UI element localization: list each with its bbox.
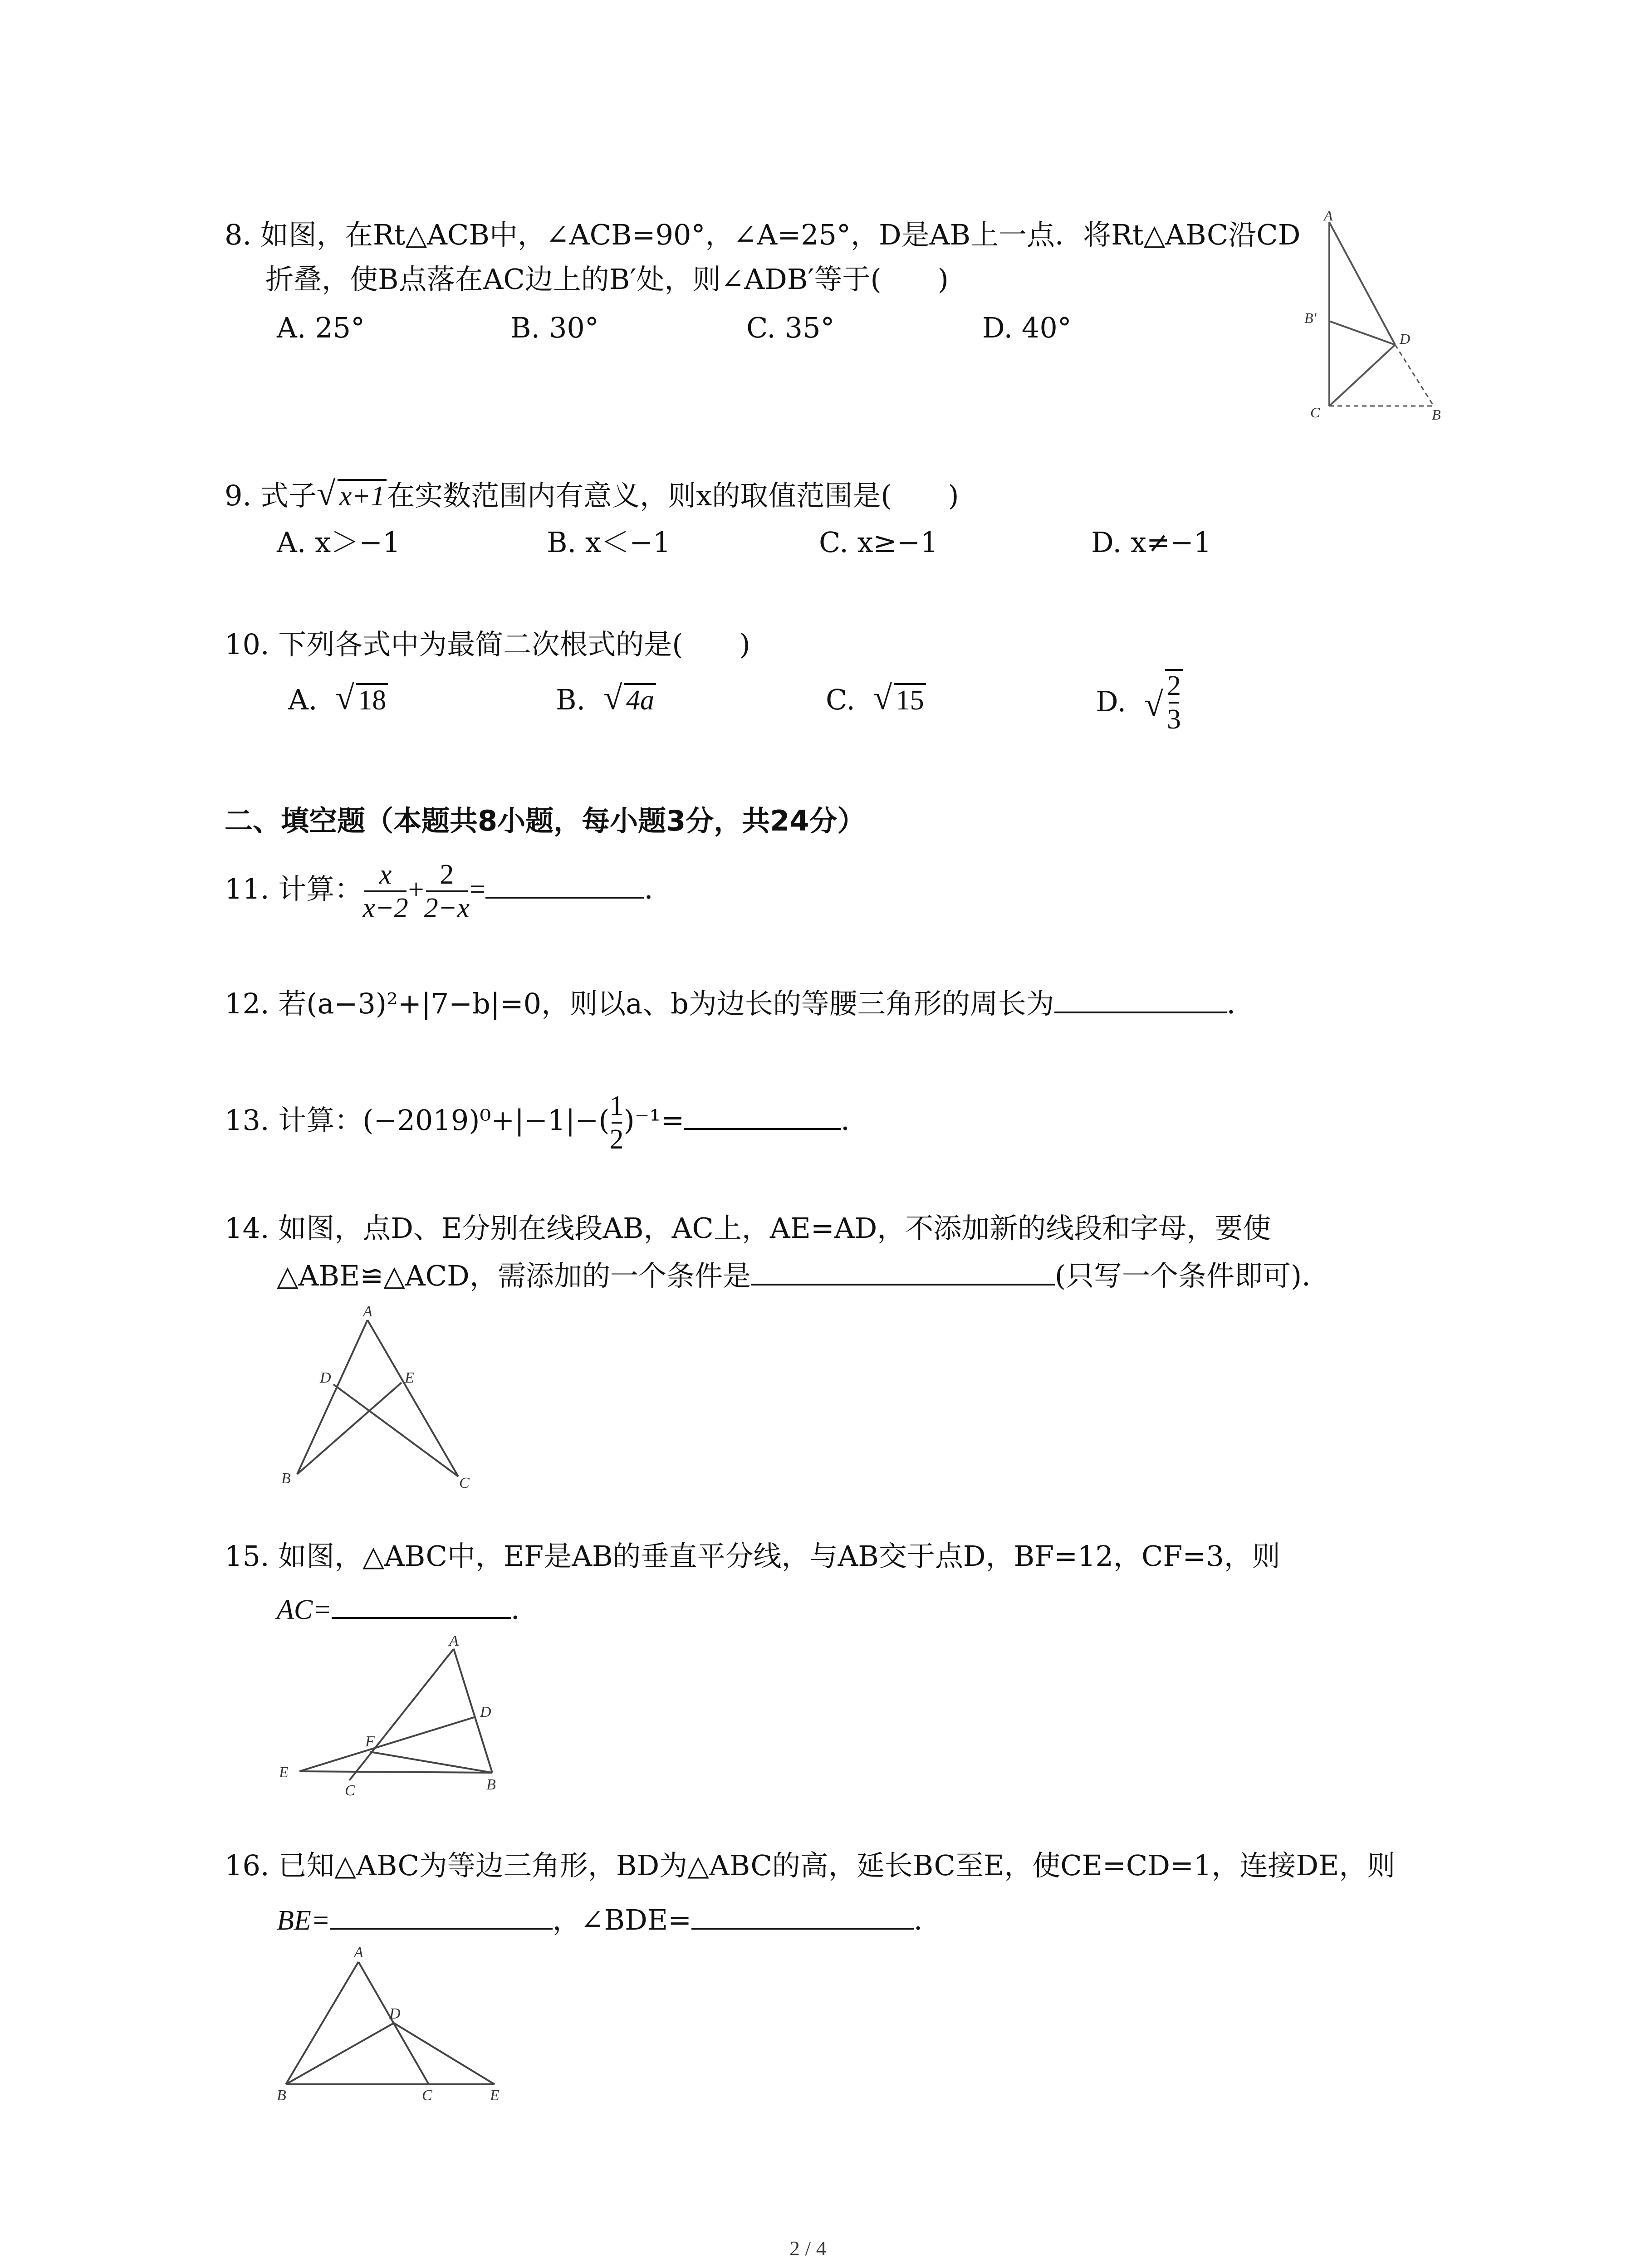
- q15-answer-blank[interactable]: [332, 1590, 511, 1619]
- q9-suffix: 在实数范围内有意义，则x的取值范围是( ): [387, 479, 959, 512]
- q11-equals: =: [470, 874, 485, 905]
- q16-label-c: C: [422, 2087, 432, 2104]
- q8-label-bprime: B′: [1304, 310, 1317, 326]
- q12-text: 12. 若(a−3)²+|7−b|=0，则以a、b为边长的等腰三角形的周长为: [225, 987, 1054, 1020]
- q10-sqrt-a: √ 18: [335, 683, 388, 718]
- q13-suffix: )⁻¹=: [623, 1104, 685, 1137]
- q15-label-c: C: [345, 1782, 355, 1799]
- q11-f1-den: x−2: [362, 893, 408, 924]
- q12-end: ．: [1226, 987, 1255, 1020]
- q15-label-b: B: [486, 1776, 496, 1793]
- q11-end: ．: [644, 872, 672, 906]
- q11-plus: +: [408, 874, 424, 905]
- q15-figure: [272, 1633, 526, 1801]
- q15-label-a: A: [449, 1633, 459, 1649]
- q16-figure: [272, 1939, 526, 2112]
- q9-sqrt: √ x+1: [317, 479, 387, 513]
- q10-letter-c: C.: [826, 683, 855, 716]
- q10-radicand-c: 15: [894, 683, 926, 716]
- q16-label-a: A: [354, 1944, 363, 1961]
- q16-end: ．: [914, 1903, 942, 1936]
- q16-label-d: D: [389, 2005, 401, 2022]
- q9-option-b: B. x＜−1: [547, 526, 671, 559]
- q14-line2-prefix: △ABE≌△ACD，需添加的一个条件是: [277, 1259, 751, 1292]
- q14-line2: [277, 1256, 1330, 1293]
- q15-label-f: F: [365, 1733, 375, 1750]
- q8-line1: 8. 如图，在Rt△ACB中，∠ACB=90°，∠A=25°，D是AB上一点．将Rt△ABC沿CD: [225, 218, 1301, 251]
- q8-option-b: B. 30°: [510, 311, 599, 344]
- q8-label-a: A: [1324, 207, 1333, 224]
- q10-option-a: [288, 679, 388, 718]
- q16-angle-label: ，∠BDE=: [552, 1903, 692, 1936]
- q10-option-b: [556, 679, 656, 718]
- q9-stem: [225, 474, 959, 513]
- q13-prefix: 13. 计算：(−2019)⁰+|−1|−(: [225, 1104, 610, 1137]
- q10-frac-den: 3: [1166, 704, 1181, 735]
- q15-label-d: D: [480, 1704, 491, 1721]
- q11-line: [225, 860, 672, 923]
- q10-sqrt-c: √ 15: [873, 683, 926, 718]
- q15-line1: 15. 如图，△ABC中，EF是AB的垂直平分线，与AB交于点D，BF=12，CF=3，则: [225, 1540, 1280, 1573]
- q11-f1-num: x: [379, 859, 392, 890]
- q15-line2-prefix: AC=: [277, 1594, 332, 1625]
- q13-f-den: 2: [609, 1124, 624, 1155]
- q14-label-a: A: [363, 1303, 372, 1320]
- q14-figure: [272, 1302, 490, 1497]
- q13-line: [225, 1091, 869, 1154]
- q14-line1: 14. 如图，点D、E分别在线段AB，AC上，AE=AD，不添加新的线段和字母，要使: [225, 1212, 1271, 1245]
- q12-line: [225, 984, 1255, 1021]
- q13-fraction: [610, 1091, 624, 1154]
- q13-answer-blank[interactable]: [684, 1101, 841, 1130]
- q8-line2: 折叠，使B点落在AC边上的B′处，则∠ADB′等于( ): [265, 263, 949, 296]
- q16-be-blank[interactable]: [330, 1901, 553, 1930]
- q14-label-b: B: [281, 1470, 291, 1487]
- q16-angle-blank[interactable]: [691, 1901, 914, 1930]
- q15-line2: [277, 1590, 539, 1627]
- page-number: 2 / 4: [789, 2237, 827, 2260]
- q14-line2-suffix: (只写一个条件即可)．: [1054, 1259, 1330, 1292]
- q16-line1: 16. 已知△ABC为等边三角形，BD为△ABC的高，延长BC至E，使CE=CD=1，连接DE，则: [225, 1849, 1396, 1882]
- q9-option-c: C. x≥−1: [819, 526, 938, 559]
- q14-label-c: C: [459, 1475, 470, 1491]
- q11-fraction-1: [362, 860, 408, 923]
- q10-option-c: [826, 679, 926, 718]
- q8-figure: [1298, 204, 1461, 431]
- q14-label-d: D: [320, 1369, 331, 1386]
- q8-option-c: C. 35°: [746, 311, 835, 344]
- q15-end: ．: [511, 1593, 539, 1626]
- q12-answer-blank[interactable]: [1054, 984, 1227, 1013]
- q16-be-label: BE=: [277, 1905, 330, 1936]
- q10-letter-b: B.: [556, 683, 586, 716]
- q10-stem: 10. 下列各式中为最简二次根式的是( ): [225, 628, 750, 661]
- q16-label-b: B: [277, 2087, 286, 2104]
- q9-prefix: 9. 式子: [225, 479, 317, 512]
- q10-radicand-b: 4a: [624, 683, 656, 716]
- q16-line2: [277, 1901, 942, 1938]
- q10-option-d: [1096, 669, 1183, 734]
- q9-option-d: D. x≠−1: [1091, 526, 1212, 559]
- section-heading: 二、填空题（本题共8小题，每小题3分，共24分）: [225, 804, 866, 837]
- q10-sqrt-d: √ $\frac{2}{3}$: [1144, 669, 1183, 734]
- q8-label-c: C: [1310, 404, 1320, 420]
- q14-answer-blank[interactable]: [751, 1256, 1055, 1286]
- q14-label-e: E: [405, 1369, 414, 1386]
- q8-label-d: D: [1400, 331, 1411, 347]
- q13-f-num: 1: [609, 1090, 624, 1121]
- q8-label-b: B: [1432, 406, 1441, 423]
- q10-letter-a: A.: [288, 683, 318, 716]
- q9-option-a: A. x＞−1: [277, 526, 401, 559]
- q10-sqrt-b: √ 4a: [603, 683, 656, 718]
- q10-radicand-a: 18: [356, 683, 388, 716]
- q10-fraction: [1167, 671, 1181, 734]
- q10-letter-d: D.: [1096, 685, 1127, 718]
- q11-f2-den: 2−x: [424, 893, 470, 924]
- q8-option-a: A. 25°: [277, 311, 365, 344]
- q11-fraction-2: [424, 860, 470, 923]
- q10-frac-num: 2: [1166, 670, 1181, 701]
- q11-prefix: 11. 计算：: [225, 872, 363, 906]
- q11-answer-blank[interactable]: [485, 870, 644, 899]
- q16-label-e: E: [490, 2087, 500, 2104]
- q11-f2-num: 2: [440, 859, 454, 890]
- q8-option-d: D. 40°: [982, 311, 1072, 344]
- q15-label-e: E: [279, 1764, 289, 1781]
- q9-radicand: x+1: [338, 479, 387, 512]
- q13-end: ．: [841, 1104, 869, 1137]
